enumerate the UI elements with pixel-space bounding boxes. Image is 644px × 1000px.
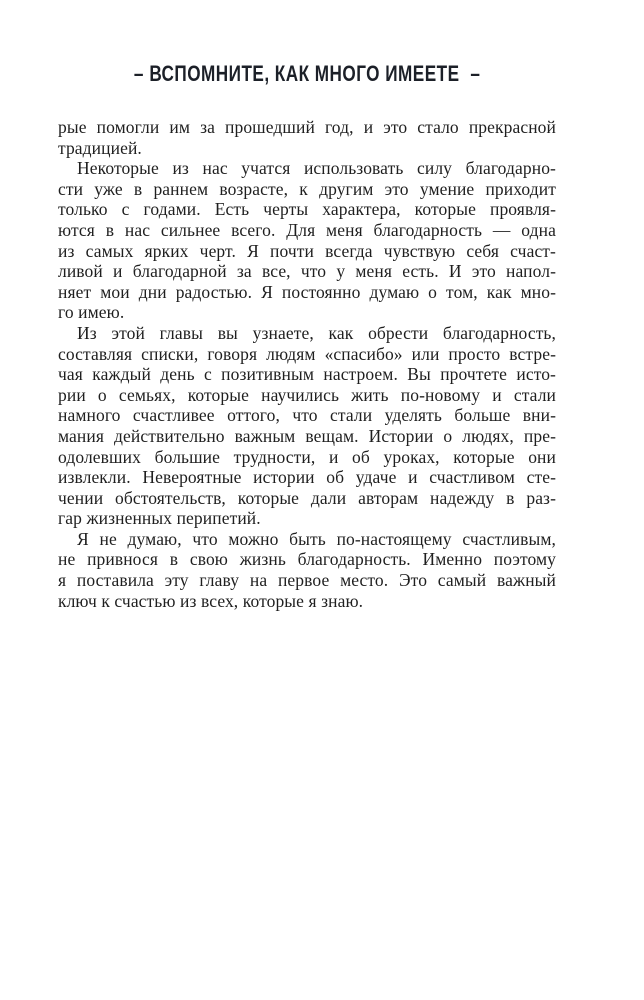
text-line: Некоторые из нас учатся использовать силу благодарно- xyxy=(77,158,556,179)
text-line: извлекли. Невероятные истории об удаче и счастливом сте- xyxy=(58,467,556,488)
text-line: традицией. xyxy=(58,137,142,158)
running-header-row xyxy=(58,0,556,88)
text-line: одолевших большие трудности, и об уроках, которые они xyxy=(58,446,556,467)
text-line: не привнося в свою жизнь благодарность. Именно поэтому xyxy=(58,549,556,570)
text-line: составляя списки, говоря людям «спасибо» или просто встре- xyxy=(58,343,556,364)
paragraph xyxy=(58,158,556,323)
chapter-title: ВСПОМНИТЕ, КАК МНОГО ИМЕЕТЕ xyxy=(149,61,460,86)
text-line: я поставила эту главу на первое место. Это самый важный xyxy=(58,570,556,591)
header-left-dash: – xyxy=(133,61,144,86)
text-line: ливой и благодарной за все, что у меня есть. И это напол- xyxy=(58,261,556,282)
text-line: Я не думаю, что можно быть по-настоящему счастливым, xyxy=(77,528,556,549)
text-line: мания действительно важным вещам. Истории о людях, пре- xyxy=(58,425,556,446)
text-line: го имею. xyxy=(58,302,125,323)
text-line: из самых ярких черт. Я почти всегда чувствую себя счаст- xyxy=(58,240,556,261)
text-line: гар жизненных перипетий. xyxy=(58,508,261,529)
header-right-dash: – xyxy=(470,61,481,86)
paragraph xyxy=(58,117,556,158)
text-line: намного счастливее оттого, что стали уделять больше вни- xyxy=(58,405,556,426)
text-line: чении обстоятельств, которые дали авторам надежду в раз- xyxy=(58,487,556,508)
text-line: ключ к счастью из всех, которые я знаю. xyxy=(58,590,364,611)
paragraph xyxy=(58,323,556,529)
text-block xyxy=(58,117,556,611)
text-line: сти уже в раннем возрасте, к другим это умение приходит xyxy=(58,178,556,199)
running-header xyxy=(134,61,481,87)
text-line: только с годами. Есть черты характера, которые проявля- xyxy=(58,199,556,220)
text-line: Из этой главы вы узнаете, как обрести благодарность, xyxy=(77,322,556,343)
text-line: рые помогли им за прошедший год, и это стало прекрасной xyxy=(58,117,556,137)
paragraph xyxy=(58,529,556,611)
text-line: няет мои дни радостью. Я постоянно думаю о том, как мно- xyxy=(58,281,556,302)
text-line: ются в нас сильнее всего. Для меня благодарность — одна xyxy=(58,219,556,240)
text-line: рии о семьях, которые научились жить по-новому и стали xyxy=(58,384,556,405)
text-line: чая каждый день с позитивным настроем. Вы прочтете исто- xyxy=(58,364,556,385)
